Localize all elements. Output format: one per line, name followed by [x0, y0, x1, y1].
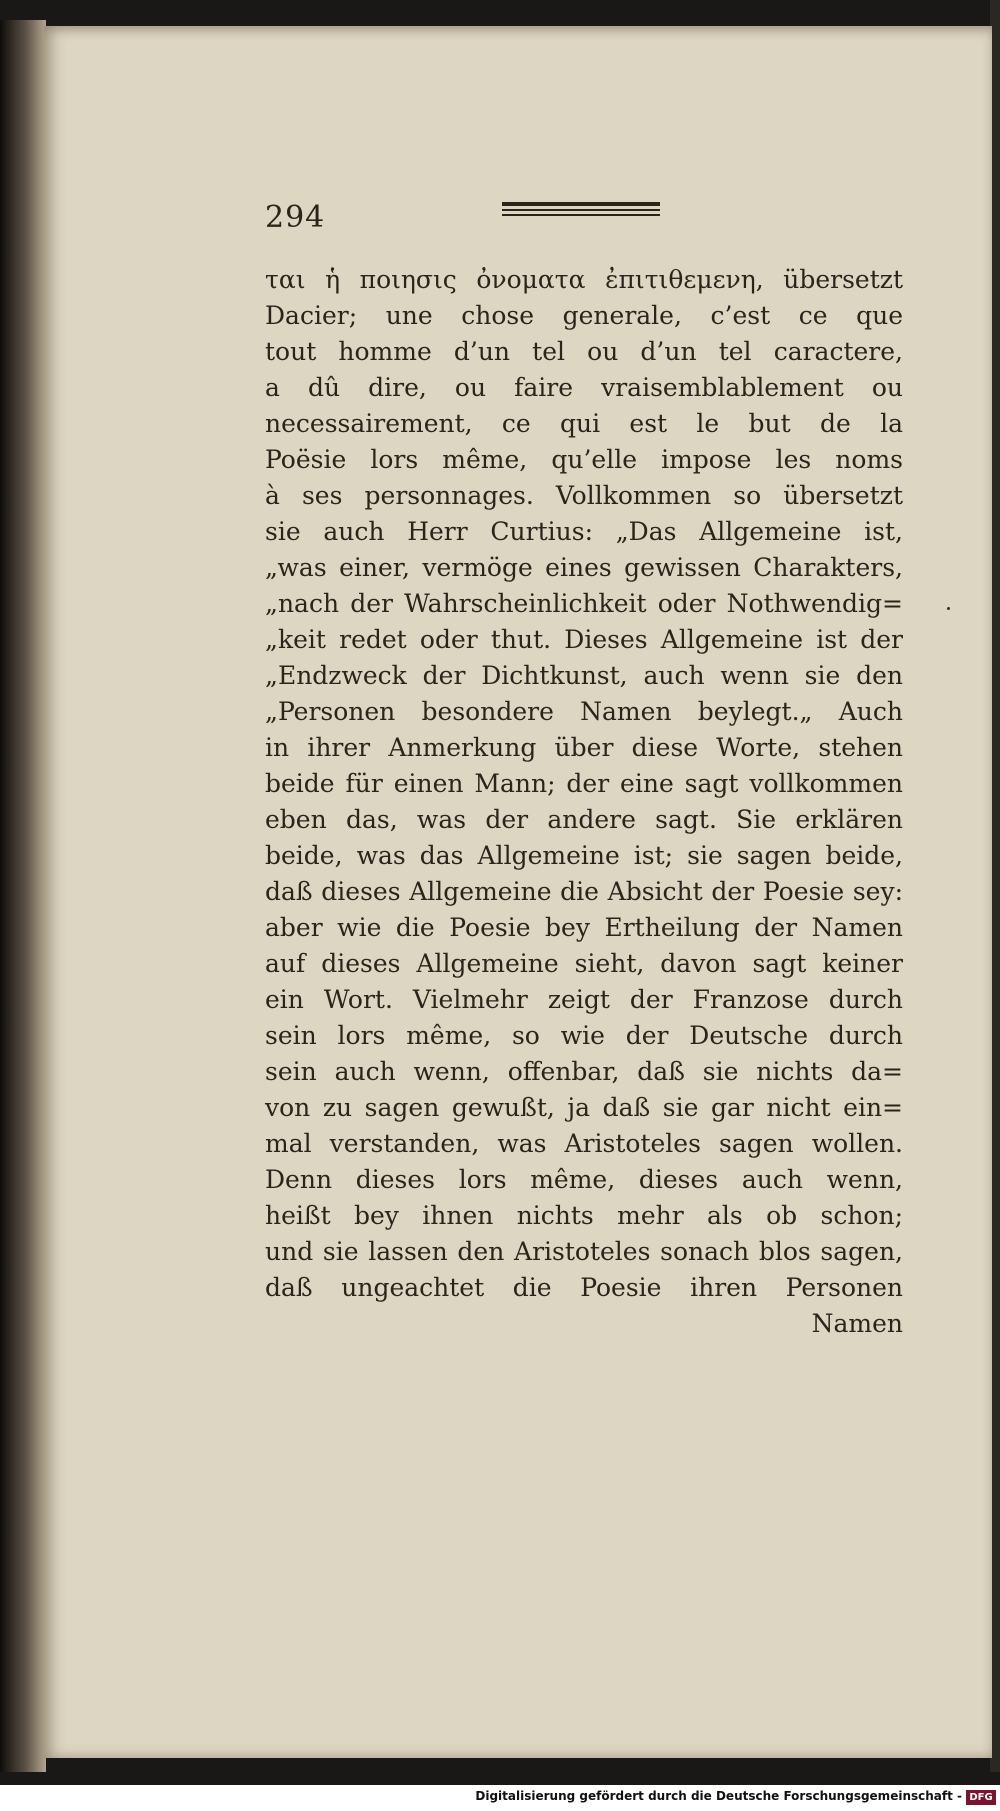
book-spine-edge: [0, 20, 46, 1772]
text-line: tout homme d’un tel ou d’un tel caractere,: [265, 337, 903, 366]
text-line: Dacier; une chose generale, c’est ce que: [265, 301, 903, 330]
text-line: daß dieses Allgemeine die Absicht der Poesie sey:: [265, 877, 903, 906]
catchword: Namen: [811, 1309, 903, 1338]
text-line: sie auch Herr Curtius: „Das Allgemeine ist,: [265, 517, 903, 546]
text-line: à ses personnages. Vollkommen so übersetzt: [265, 481, 903, 510]
text-line: beide, was das Allgemeine ist; sie sagen beide,: [265, 841, 903, 870]
page-number: 294: [265, 200, 326, 235]
text-line: Denn dieses lors même, dieses auch wenn,: [265, 1165, 903, 1194]
text-line: ein Wort. Vielmehr zeigt der Franzose durch: [265, 985, 903, 1014]
text-line: sein auch wenn, offenbar, daß sie nichts da=: [265, 1057, 903, 1086]
text-line: heißt bey ihnen nichts mehr als ob schon;: [265, 1201, 903, 1230]
text-line: und sie lassen den Aristoteles sonach blos sagen,: [265, 1237, 903, 1266]
header-ornament-rule: [502, 202, 660, 216]
text-line: „Personen besondere Namen beylegt.„ Auch: [265, 697, 903, 726]
digitization-footer: [0, 1785, 1000, 1811]
funding-credit: Digitalisierung gefördert durch die Deutsche Forschungsgemeinschaft -: [475, 1789, 962, 1803]
text-line: necessairement, ce qui est le but de la: [265, 409, 903, 438]
text-line: von zu sagen gewußt, ja daß sie gar nicht ein=: [265, 1093, 903, 1122]
text-line: sein lors même, so wie der Deutsche durch: [265, 1021, 903, 1050]
text-line: „keit redet oder thut. Dieses Allgemeine ist der: [265, 625, 903, 654]
text-line: ται ἡ ποιησις ὀνοματα ἐπιτιθεμενη, übersetzt: [265, 265, 903, 294]
page-header: [265, 200, 905, 240]
dfg-logo-icon: DFG: [966, 1790, 996, 1805]
body-text: [265, 262, 903, 1342]
text-line: a dû dire, ou faire vraisemblablement ou: [265, 373, 903, 402]
text-line: aber wie die Poesie bey Ertheilung der Namen: [265, 913, 903, 942]
text-line: „nach der Wahrscheinlichkeit oder Nothwendig=: [265, 589, 903, 618]
text-line: beide für einen Mann; der eine sagt vollkommen: [265, 769, 903, 798]
ink-speck: [947, 607, 950, 610]
text-line: in ihrer Anmerkung über diese Worte, stehen: [265, 733, 903, 762]
text-line: mal verstanden, was Aristoteles sagen wollen.: [265, 1129, 903, 1158]
text-line: daß ungeachtet die Poesie ihren Personen: [265, 1273, 903, 1302]
text-line: eben das, was der andere sagt. Sie erklären: [265, 805, 903, 834]
text-line: Poësie lors même, qu’elle impose les noms: [265, 445, 903, 474]
text-line: „Endzweck der Dichtkunst, auch wenn sie den: [265, 661, 903, 690]
text-line: „was einer, vermöge eines gewissen Charakters,: [265, 553, 903, 582]
text-line: auf dieses Allgemeine sieht, davon sagt keiner: [265, 949, 903, 978]
